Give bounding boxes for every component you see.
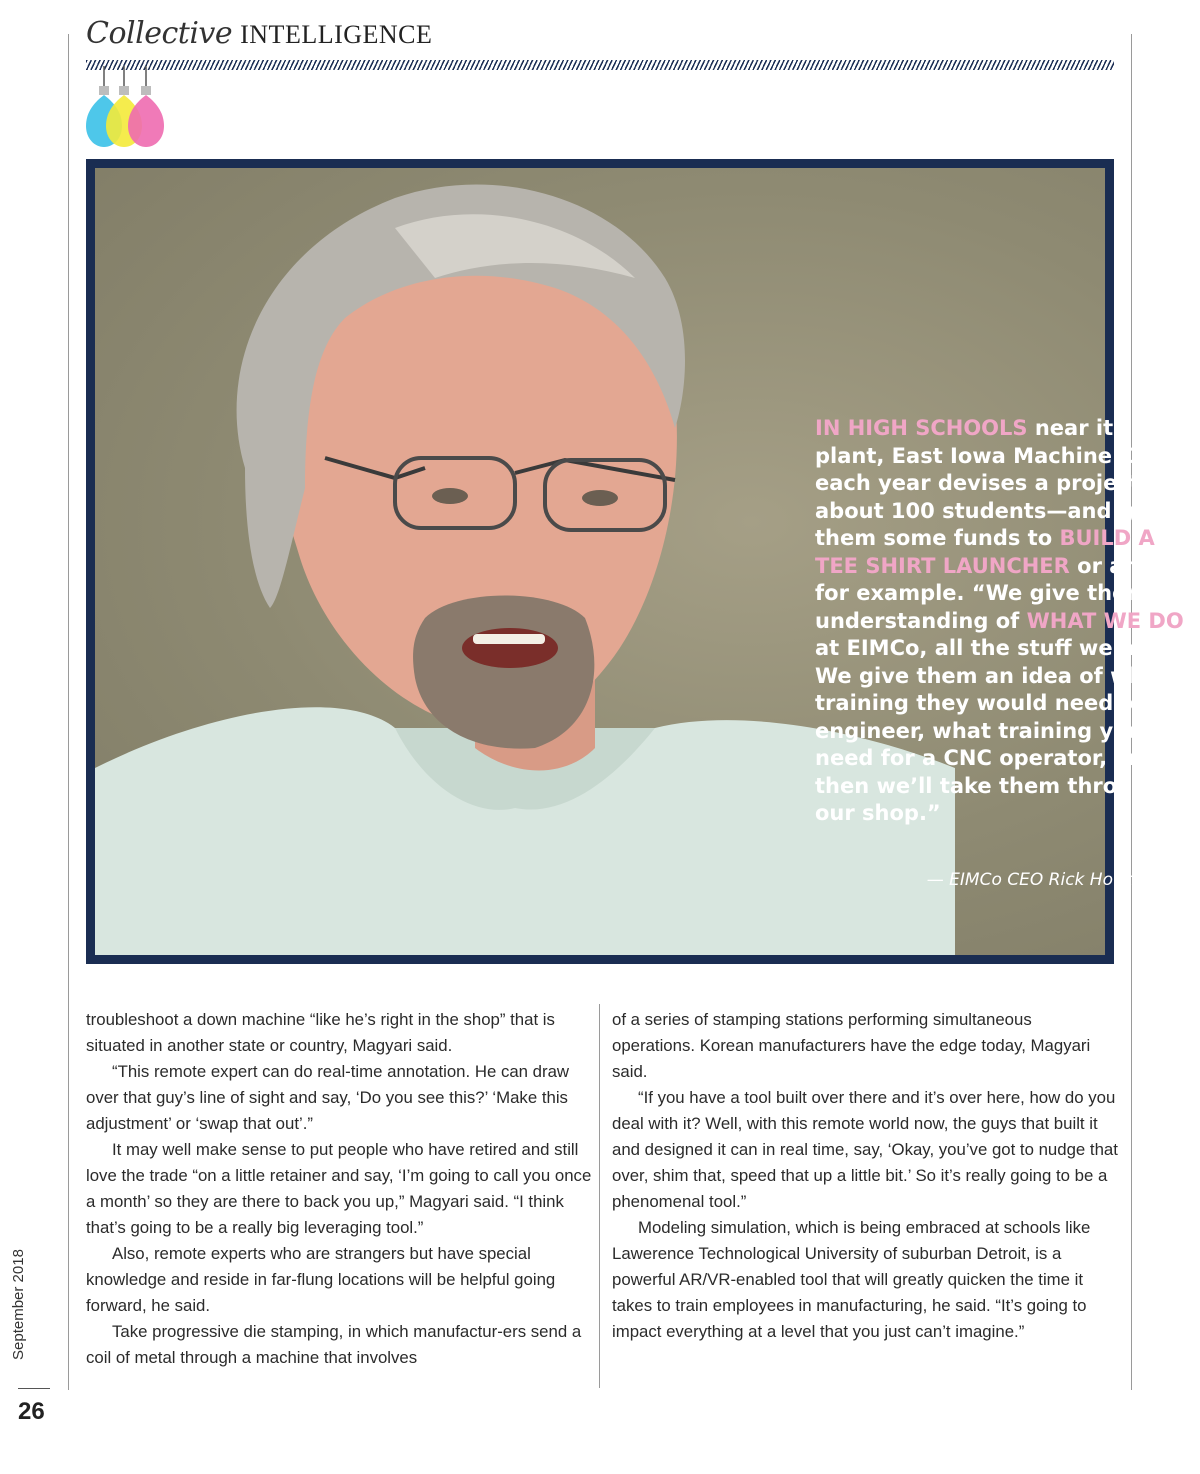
section-title-caps: INTELLIGENCE	[240, 20, 433, 49]
article-paragraph: It may well make sense to put people who have retired and still love the trade “on a little retainer and say, ‘I’m going to call you once a month’ so they are there to back you up,” Magyari said. “I think that’s going to be a really big leveraging tool.”	[86, 1140, 592, 1237]
article-paragraph: “This remote expert can do real-time annotation. He can draw over that guy’s line of sight and say, ‘Do you see this?’ ‘Make this adjustment’ or ‘swap that out’.”	[86, 1062, 570, 1133]
article-column-left	[86, 1007, 592, 1371]
pull-quote-attribution: — EIMCo CEO Rick Hoffman	[926, 870, 1163, 890]
article-paragraph: Take progressive die stamping, in which manufactur-ers send a coil of metal through a machine that involves	[86, 1322, 582, 1367]
section-title-script: Collective	[86, 16, 233, 51]
pull-quote-highlight: WHAT WE DO	[1026, 608, 1184, 633]
folio-rule	[18, 1388, 50, 1389]
article-paragraph: Modeling simulation, which is being embraced at schools like Lawerence Technological University of suburban Detroit, is a powerful AR/VR-enabled tool that will greatly quicken the time it takes to train employees in manufacturing, he said. “It’s going to impact everything at a level that you just can’t imagine.”	[612, 1218, 1091, 1341]
pull-quote	[815, 415, 1195, 828]
page-number: 26	[18, 1398, 45, 1425]
pull-quote-highlight: IN HIGH SCHOOLS	[815, 416, 1028, 440]
left-margin-rule	[68, 34, 69, 1390]
section-header	[86, 16, 432, 60]
pull-quote-text: near its plant, East Iowa Machine Co each year devises a project for about 100 students—and gives them some funds to	[815, 416, 1182, 550]
pull-quote-text: or a trike, for example. “We give them the understanding of	[815, 553, 1195, 633]
pull-quote-highlight: BUILD A TEE SHIRT LAUNCHER	[815, 526, 1155, 578]
article-paragraph: Also, remote experts who are strangers but have special knowledge and reside in far-flung locations will be helpful going forward, he said.	[86, 1244, 556, 1315]
pull-quote-text: at EIMCo, all the stuff we make. We give them an idea of what training they would need for an engineer, what training you need for a CNC operator, and then we’ll take them through our shop.”	[815, 636, 1192, 825]
article-column-right	[612, 1007, 1118, 1345]
column-divider	[599, 1004, 600, 1388]
issue-date: September 2018	[10, 1249, 27, 1360]
lightbulbs-icon	[84, 66, 170, 152]
article-paragraph: troubleshoot a down machine “like he’s right in the shop” that is situated in another state or country, Magyari said.	[86, 1010, 555, 1055]
article-paragraph: of a series of stamping stations performing simultaneous operations. Korean manufacturers have the edge today, Magyari said.	[612, 1010, 1091, 1081]
article-paragraph: “If you have a tool built over there and it’s over here, how do you deal with it? Well, with this remote world now, the guys that built it and designed it can in real time, say, ‘Okay, you’ve got to nudge that over, shim that, speed that up a little bit.’ So it’s really going to be a phenomenal tool.”	[612, 1088, 1118, 1211]
portrait-photo	[86, 159, 1195, 964]
header-hatch-rule	[86, 60, 1114, 70]
